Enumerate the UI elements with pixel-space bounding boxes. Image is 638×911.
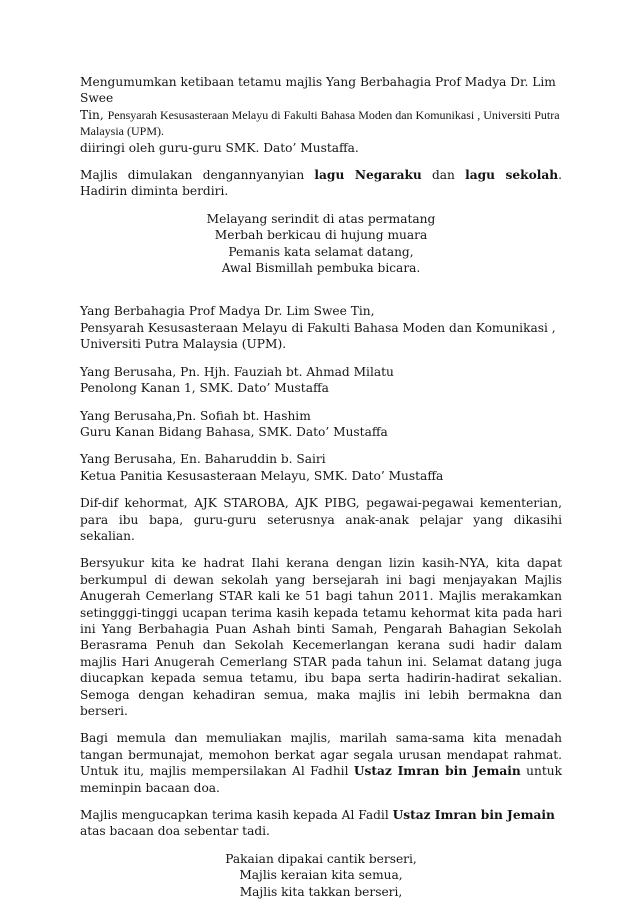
- prayer-leader-name: Ustaz Imran bin Jemain: [353, 764, 521, 779]
- thanks-leader-name: Ustaz Imran bin Jemain: [392, 808, 555, 823]
- anthem-text: dan: [421, 168, 466, 183]
- pantun-line: Pemanis kata selamat datang,: [228, 244, 414, 259]
- guest-name: Yang Berusaha,Pn. Sofiah bt. Hashim: [80, 408, 311, 423]
- thanks-paragraph: [80, 807, 562, 840]
- anthem-song-school: lagu sekolah: [465, 168, 559, 183]
- guest-salutation: [80, 408, 562, 441]
- arrival-detail: [80, 107, 562, 140]
- closing-pantun: [80, 851, 562, 900]
- pantun-line: Melayang serindit di atas permatang: [206, 211, 436, 226]
- pantun-line: Merbah berkicau di hujung muara: [214, 228, 428, 243]
- thanks-text: Majlis mengucapkan terima kasih kepada Al Fadil: [80, 808, 393, 823]
- guest-name: Yang Berusaha, En. Baharuddin b. Sairi: [80, 452, 326, 467]
- guest-role: Ketua Panitia Kesusasteraan Melayu, SMK. Dato’ Mustaffa: [80, 468, 444, 483]
- arrival-affiliation: Pensyarah Kesusasteraan Melayu di Fakulti Bahasa Moden dan Komunikasi , Universiti Putra Malaysia (UPM).: [80, 107, 560, 139]
- anthem-text: Majlis dimulakan dengannyanyian: [80, 168, 315, 183]
- honour-paragraph: Dif-dif kehormat, AJK STAROBA, AJK PIBG, pegawai-pegawai kementerian, para ibu bapa, guru-guru seterusnya anak-anak pelajar yang dikasihi sekalian.: [80, 496, 562, 543]
- prayer-paragraph: [80, 730, 562, 796]
- guest-role: Pensyarah Kesusasteraan Melayu di Fakulti Bahasa Moden dan Komunikasi ,: [80, 320, 556, 335]
- guest-salutation: [80, 451, 562, 484]
- guest-name: Yang Berusaha, Pn. Hjh. Fauziah bt. Ahmad Milatu: [80, 364, 394, 379]
- arrival-name-end: Tin,: [80, 107, 108, 122]
- anthem-text: . Hadirin diminta berdiri.: [80, 168, 563, 199]
- pantun-line: Majlis keraian kita semua,: [239, 868, 403, 883]
- guest-salutation: [80, 364, 562, 397]
- arrival-line: Mengumumkan ketibaan tetamu majlis Yang Berbahagia Prof Madya Dr. Lim Swee: [80, 75, 556, 106]
- guest-institution: Universiti Putra Malaysia (UPM).: [80, 337, 287, 352]
- pantun-line: Pakaian dipakai cantik berseri,: [225, 851, 417, 866]
- anthem-paragraph: [80, 167, 562, 200]
- arrival-escort: diiringi oleh guru-guru SMK. Dato’ Mustaffa.: [80, 140, 359, 155]
- arrival-announcement: [80, 74, 562, 156]
- prayer-text: untuk meminpin bacaan doa.: [80, 764, 562, 795]
- welcome-pantun: [80, 211, 562, 277]
- document-page: [80, 74, 562, 911]
- guest-role: Penolong Kanan 1, SMK. Dato’ Mustaffa: [80, 381, 329, 396]
- gratitude-paragraph: Bersyukur kita ke hadrat Ilahi kerana dengan lizin kasih-NYA, kita dapat berkumpul di dewan sekolah yang bersejarah ini bagi menjayakan Majlis Anugerah Cemerlang STAR kali ke 51 bagi tahun 2011. Majlis merakamkan setingggi-tinggi ucapan terima kasih kepada tetamu kehormat kita pada hari ini Yang Berbahagia Puan Ashah binti Samah, Pengarah Bahagian Sekolah Berasrama Penuh dan Sekolah Kecemerlangan kerana sudi hadir dalam majlis Hari Anugerah Cemerlang STAR pada tahun ini. Selamat datang juga diucapkan kepada semua tetamu, ibu bapa serta hadirin-hadirat sekalian. Semoga dengan kehadiran semua, maka majlis ini lebih bermakna dan berseri.: [80, 556, 562, 718]
- thanks-text: atas bacaan doa sebentar tadi.: [80, 824, 270, 839]
- guest-name: Yang Berbahagia Prof Madya Dr. Lim Swee Tin,: [80, 304, 375, 319]
- guest-salutation: [80, 303, 562, 352]
- pantun-line: Awal Bismillah pembuka bicara.: [221, 261, 421, 276]
- guest-role: Guru Kanan Bidang Bahasa, SMK. Dato’ Mustaffa: [80, 424, 388, 439]
- prayer-text: Bagi memula dan memuliakan majlis, marilah sama-sama kita menadah tangan bermunajat, memohon berkat agar segala urusan mendapat rahmat. Untuk itu, majlis mempersilakan Al Fadhil: [80, 731, 562, 779]
- anthem-song-negaraku: lagu Negaraku: [314, 168, 422, 183]
- pantun-line: Majlis kita takkan berseri,: [239, 884, 403, 899]
